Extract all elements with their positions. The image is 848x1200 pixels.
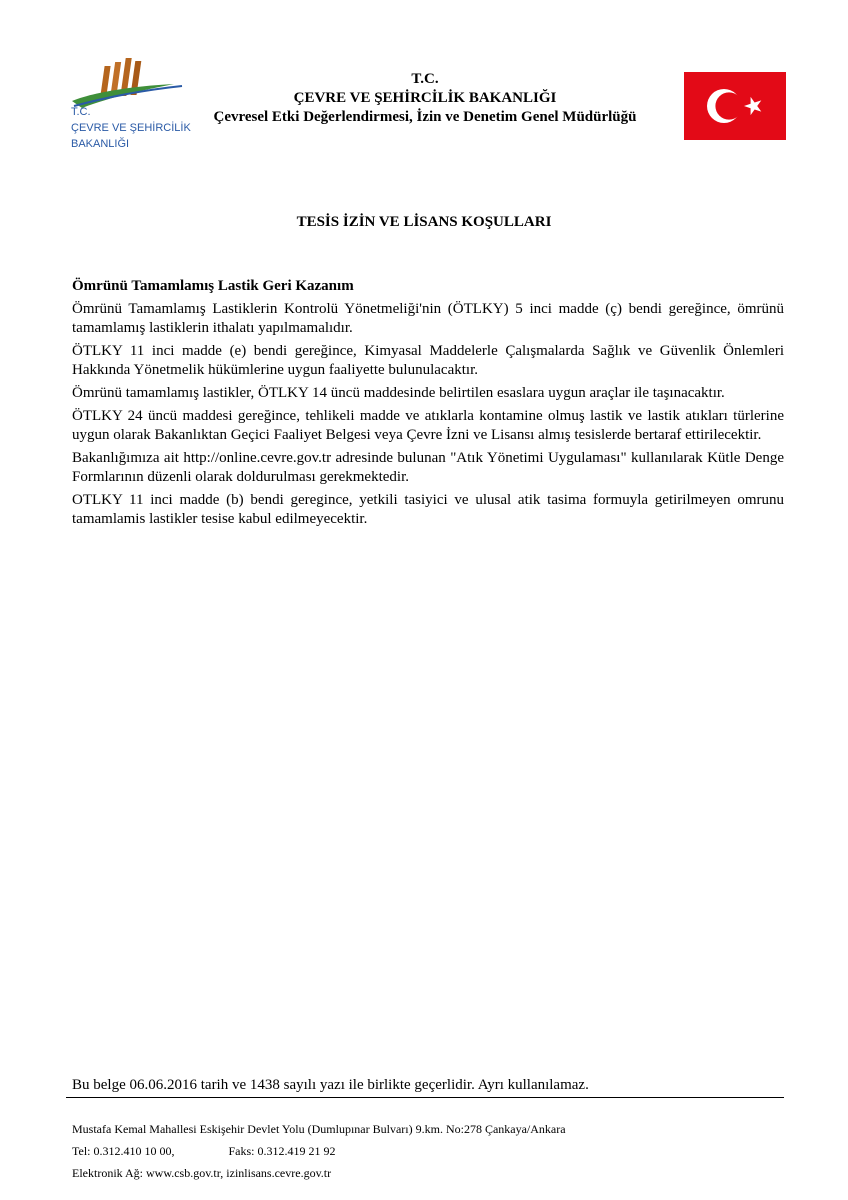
section-heading: Ömrünü Tamamlamış Lastik Geri Kazanım (72, 278, 354, 294)
footer (72, 1118, 566, 1184)
header-line-directorate: Çevresel Etki Değerlendirmesi, İzin ve Denetim Genel Müdürlüğü (213, 109, 637, 125)
footer-divider (66, 1097, 784, 1098)
header (180, 70, 670, 127)
condition-paragraph: ÖTLKY 11 inci madde (e) bendi gereğince, Kimyasal Maddelerle Çalışmalarda Sağlık ve Güvenlik Önlemleri Hakkında Yönetmelik hükümlerine uygun faaliyette bulunulacaktır. (72, 343, 784, 378)
turkish-flag (684, 72, 786, 140)
condition-paragraph: Bakanlığımıza ait http://online.cevre.gov.tr adresinde bulunan "Atık Yönetimi Uygulaması" kullanılarak Kütle Denge Formlarının düzenli olarak doldurulması gerekmektedir. (72, 450, 784, 485)
condition-paragraph: Ömrünü Tamamlamış Lastiklerin Kontrolü Yönetmeliği'nin (ÖTLKY) 5 inci madde (ç) bendi gereğince, ömrünü tamamlamış lastiklerin ithalatı yapılmamalıdır. (72, 301, 784, 336)
footer-web: Elektronik Ağ: www.csb.gov.tr, izinlisans.cevre.gov.tr (72, 1166, 332, 1180)
validity-note: Bu belge 06.06.2016 tarih ve 1438 sayılı yazı ile birlikte geçerlidir. Ayrı kullanılamaz. (72, 1077, 589, 1093)
flag-icon (684, 72, 786, 140)
condition-paragraph: Ömrünü tamamlamış lastikler, ÖTLKY 14 üncü maddesinde belirtilen esaslara uygun araçlar ile taşınacaktır. (72, 385, 725, 401)
header-line-tc: T.C. (411, 71, 439, 87)
footer-phone-fax: Tel: 0.312.410 10 00, Faks: 0.312.419 21 92 (72, 1144, 336, 1158)
logo-text-bakanlik: BAKANLIĞI (71, 138, 130, 150)
logo-text-ministry: ÇEVRE VE ŞEHİRCİLİK (71, 122, 191, 134)
document-title: TESİS İZİN VE LİSANS KOŞULLARI (296, 214, 552, 230)
condition-paragraph: OTLKY 11 inci madde (b) bendi geregince, yetkili tasiyici ve ulusal atik tasima formuyla getirilmeyen omrunu tamamlamis lastikler tesise kabul edilmeyecektir. (72, 492, 784, 527)
logo-text-tc: T.C. (71, 106, 91, 118)
conditions-section (72, 277, 784, 533)
footer-address: Mustafa Kemal Mahallesi Eskişehir Devlet Yolu (Dumlupınar Bulvarı) 9.km. No:278 Çankaya/Ankara (72, 1122, 566, 1136)
condition-paragraph: ÖTLKY 24 üncü maddesi gereğince, tehlikeli madde ve atıklarla kontamine olmuş lastik ve lastik atıkları türlerine uygun olarak Bakanlıktan Geçici Faaliyet Belgesi veya Çevre İzni ve Lisansı almış tesislerde bertaraf ettirilecektir. (72, 408, 784, 443)
header-line-ministry: ÇEVRE VE ŞEHİRCİLİK BAKANLIĞI (293, 90, 557, 106)
